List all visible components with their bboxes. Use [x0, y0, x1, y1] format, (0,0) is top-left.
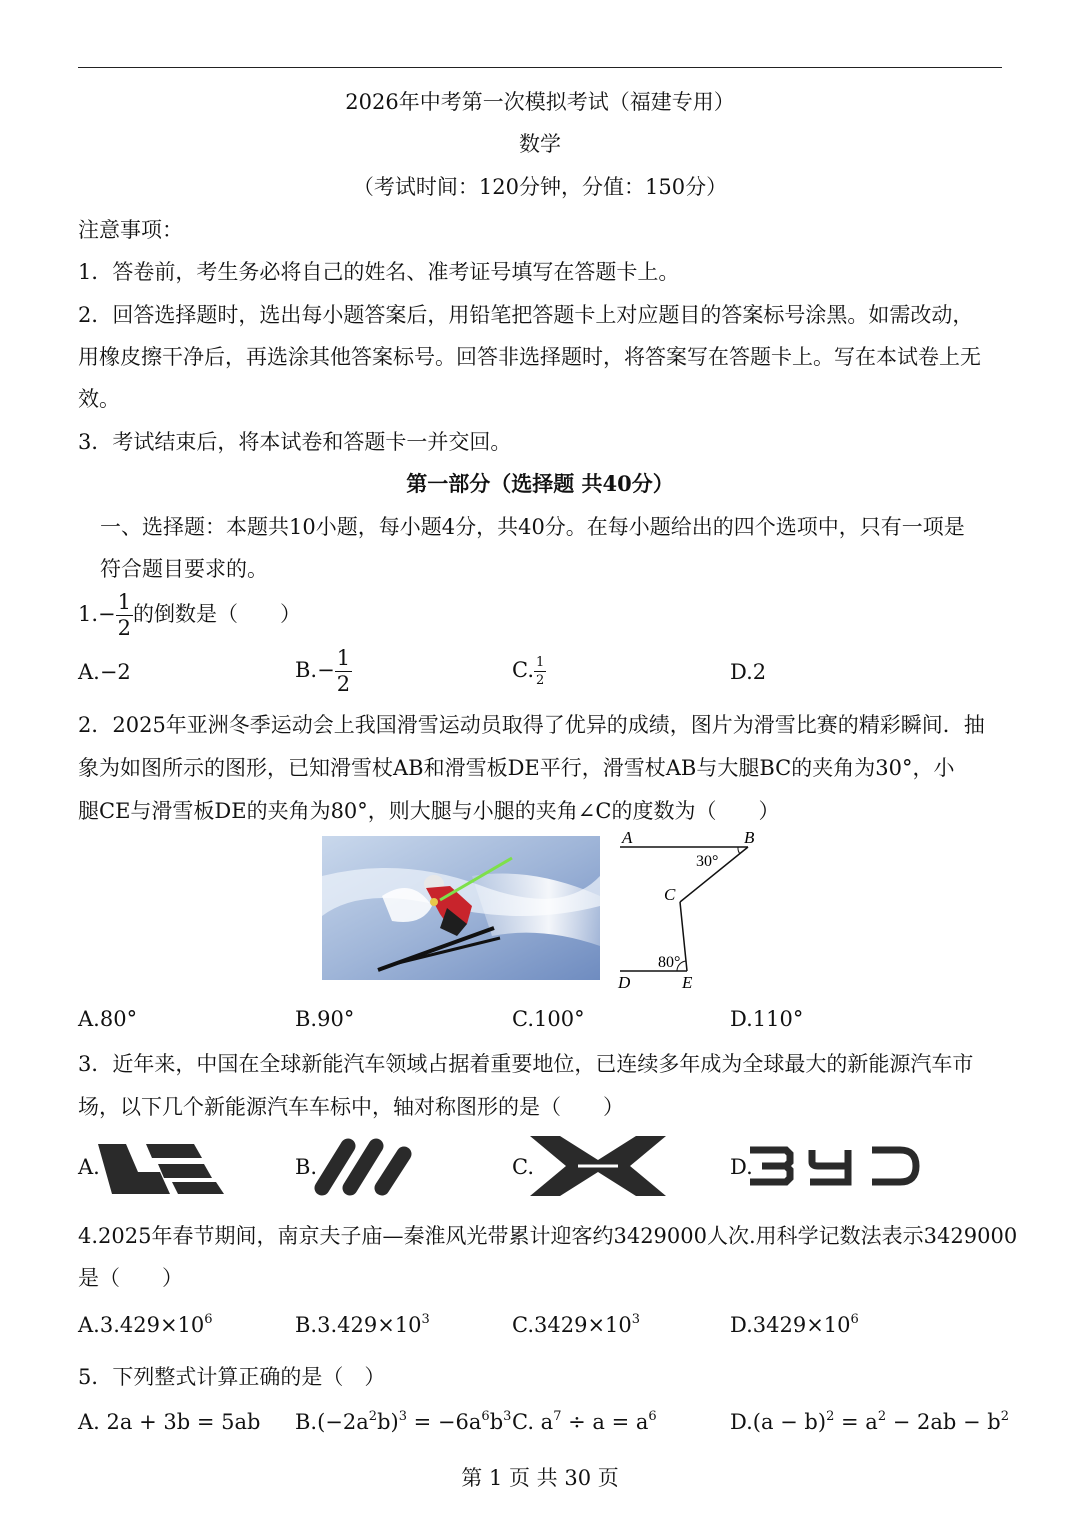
- label-b: B: [744, 828, 755, 847]
- question-2-line-1: 2．2025年亚洲冬季运动会上我国滑雪运动员取得了优异的成绩，图片为滑雪比赛的精彩瞬间．抽: [78, 713, 985, 737]
- q5-option-c-exp-1: 7: [553, 1409, 562, 1424]
- q1-minus: −: [98, 602, 116, 626]
- q4-option-c: [512, 1313, 640, 1337]
- q4-option-d-base: D.3429×10: [730, 1313, 851, 1337]
- note-item-2-line-3: 效。: [78, 387, 120, 411]
- question-2-line-2: 象为如图所示的图形，已知滑雪杖AB和滑雪板DE平行，滑雪杖AB与大腿BC的夹角为30°，小: [78, 756, 955, 780]
- part1-title: 第一部分（选择题 共40分）: [406, 471, 674, 496]
- label-e: E: [682, 973, 693, 992]
- exam-info: （考试时间：120分钟，分值：150分）: [352, 175, 728, 199]
- angle-b-arc: [738, 847, 740, 854]
- q1-option-c-numerator: 1: [536, 655, 545, 670]
- question-1: [78, 592, 301, 639]
- q5-option-b-label: B.: [295, 1410, 318, 1434]
- car-logo-c-icon: [530, 1136, 668, 1196]
- q5-option-c-label: C.: [512, 1410, 534, 1434]
- car-logo-b-icon: [314, 1136, 414, 1196]
- q2-option-a: A.80°: [78, 1007, 138, 1031]
- q5-option-b-part-4: b: [489, 1410, 504, 1434]
- q4-option-a-exponent: 6: [204, 1312, 213, 1327]
- question-4-line-1: 4.2025年春节期间，南京夫子庙—秦淮风光带累计迎客约3429000人次.用科学记数法表示3429000: [78, 1224, 1018, 1248]
- q5-option-b-part-1: (−2a: [317, 1410, 369, 1434]
- angle-diagram: [612, 826, 762, 996]
- q4-option-b-base: B.3.429×10: [295, 1313, 422, 1337]
- q1-stem: 的倒数是（ ）: [133, 602, 302, 626]
- q4-option-c-exponent: 3: [631, 1312, 641, 1327]
- q4-option-d-exponent: 6: [850, 1312, 859, 1327]
- q1-option-a: A.−2: [78, 660, 131, 684]
- q1-option-c-label: C.: [512, 658, 534, 682]
- q3-option-d-label: D.: [730, 1155, 753, 1179]
- q5-option-d-exp-3: 2: [1000, 1409, 1010, 1424]
- part1-instruction-line-2: 符合题目要求的。: [100, 557, 268, 581]
- label-d: D: [618, 973, 631, 992]
- q1-option-c-denominator: 2: [536, 673, 545, 688]
- notes-title: 注意事项：: [78, 218, 183, 242]
- q1-option-b-fraction: [335, 648, 352, 695]
- q1-option-b-label: B.−: [295, 658, 335, 682]
- q1-option-b: [295, 648, 352, 695]
- exam-title: 2026年中考第一次模拟考试（福建专用）: [345, 90, 735, 114]
- car-logo-a-icon: [98, 1138, 228, 1194]
- q4-option-c-base: C.3429×10: [512, 1313, 632, 1337]
- q4-option-a-base: A.3.429×10: [78, 1313, 205, 1337]
- q1-option-b-numerator: 1: [336, 646, 351, 670]
- header-rule: [78, 67, 1002, 68]
- q4-option-b: [295, 1313, 430, 1337]
- q5-option-c-part-1: a: [534, 1410, 554, 1434]
- q1-option-c: [512, 656, 546, 687]
- skiing-photo: [322, 836, 600, 980]
- q3-option-a-label: A.: [78, 1155, 100, 1179]
- q1-option-d: D.2: [730, 660, 767, 684]
- q5-option-d-label: D.: [730, 1410, 753, 1434]
- q5-option-b-exp-2: 3: [398, 1409, 407, 1424]
- note-item-2-line-1: 2．回答选择题时，选出每小题答案后，用铅笔把答题卡上对应题目的答案标号涂黑。如需改动，: [78, 303, 974, 327]
- q5-option-a: A. 2a + 3b = 5ab: [78, 1410, 261, 1434]
- question-5: 5．下列整式计算正确的是（ ）: [78, 1365, 386, 1389]
- q3-option-c-label: C.: [512, 1155, 534, 1179]
- q5-option-b-part-2: b): [377, 1410, 399, 1434]
- angle-b-value: 30°: [696, 853, 719, 870]
- label-a: A: [622, 828, 633, 847]
- q5-option-b-exp-3: 6: [481, 1409, 490, 1424]
- q4-option-a: [78, 1313, 213, 1337]
- q1-fraction: [116, 592, 133, 639]
- q5-option-d-exp-1: 2: [826, 1409, 835, 1424]
- note-item-3: 3．考试结束后，将本试卷和答题卡一并交回。: [78, 430, 512, 454]
- q2-option-c: C.100°: [512, 1007, 585, 1031]
- q2-option-b: B.90°: [295, 1007, 355, 1031]
- q1-option-b-denominator: 2: [336, 672, 351, 696]
- part1-instruction-line-1: 一、选择题：本题共10小题，每小题4分，共40分。在每小题给出的四个选项中，只有一项是: [100, 515, 965, 539]
- q2-option-d: D.110°: [730, 1007, 804, 1031]
- q5-option-b-exp-4: 3: [503, 1409, 512, 1424]
- q3-option-b-label: B.: [295, 1155, 318, 1179]
- q4-option-d: [730, 1313, 859, 1337]
- q5-option-d-part-2: = a: [834, 1410, 878, 1434]
- q5-option-d-exp-2: 2: [877, 1409, 887, 1424]
- question-3-line-1: 3．近年来，中国在全球新能汽车领域占据着重要地位，已连续多年成为全球最大的新能源汽车市: [78, 1052, 974, 1076]
- label-c: C: [664, 885, 676, 904]
- note-item-1: 1．答卷前，考生务必将自己的姓名、准考证号填写在答题卡上。: [78, 260, 680, 284]
- angle-e-value: 80°: [658, 954, 681, 971]
- q5-option-d-part-3: − 2ab − b: [886, 1410, 1001, 1434]
- q5-option-c-part-2: ÷ a = a: [561, 1410, 649, 1434]
- q5-option-d-part-1: (a − b): [752, 1410, 827, 1434]
- q1-fraction-denominator: 2: [117, 616, 132, 640]
- page-footer: 第 1 页 共 30 页: [461, 1466, 619, 1490]
- question-2-line-3: 腿CE与滑雪板DE的夹角为80°，则大腿与小腿的夹角∠C的度数为（ ）: [78, 799, 780, 823]
- q1-fraction-numerator: 1: [117, 590, 132, 614]
- subject-title: 数学: [519, 132, 561, 156]
- note-item-2-line-2: 用橡皮擦干净后，再选涂其他答案标号。回答非选择题时，将答案写在答题卡上。写在本试卷上无: [78, 345, 981, 369]
- question-3-line-2: 场，以下几个新能源汽车车标中，轴对称图形的是（ ）: [78, 1095, 624, 1119]
- q5-option-c: [512, 1410, 657, 1434]
- q5-option-b-part-3: = −6a: [406, 1410, 482, 1434]
- q5-option-b: [295, 1410, 511, 1434]
- q5-option-c-exp-2: 6: [648, 1409, 657, 1424]
- q1-number: 1.: [78, 602, 99, 626]
- q4-option-b-exponent: 3: [421, 1312, 430, 1327]
- car-logo-d-icon: [748, 1146, 920, 1186]
- question-4-line-2: 是（ ）: [78, 1266, 183, 1290]
- q5-option-d: [730, 1410, 1009, 1434]
- q1-option-c-fraction: [534, 656, 546, 687]
- q5-option-b-exp-1: 2: [368, 1409, 378, 1424]
